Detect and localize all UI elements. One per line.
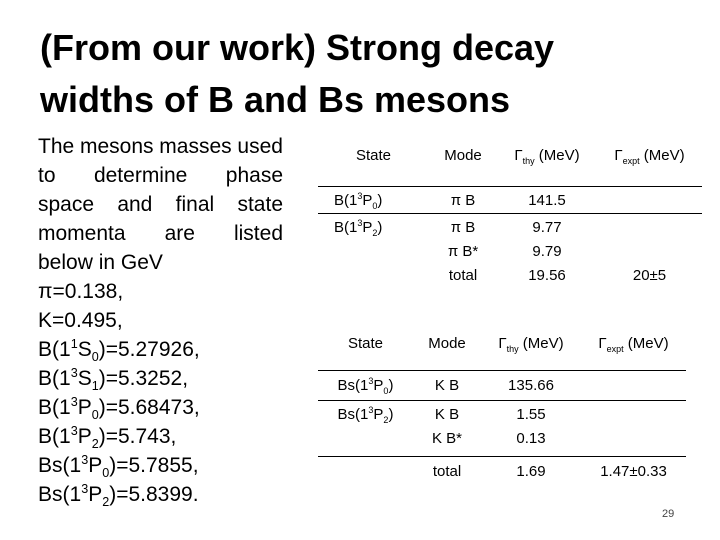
word: to xyxy=(38,164,56,187)
b-meson-decay-table xyxy=(318,140,702,288)
thy-value: 9.77 xyxy=(532,218,562,236)
mass-list-text xyxy=(38,132,283,509)
mode-value: total xyxy=(448,266,478,284)
word: used xyxy=(237,135,283,158)
mode-cell: K B xyxy=(434,376,460,394)
word: listed xyxy=(233,222,283,245)
header-state: State xyxy=(355,147,392,164)
expt-value: 20±5 xyxy=(632,266,667,284)
mode-cell xyxy=(429,213,497,288)
expt-cell xyxy=(597,213,702,288)
word: and xyxy=(117,193,153,216)
word: mesons xyxy=(79,135,154,158)
header-state: State xyxy=(347,335,384,352)
word: masses xyxy=(159,135,232,158)
mass-line-b-3p2: $B(1^3P_2)=5.743$, xyxy=(38,424,177,452)
table-row-total xyxy=(318,456,686,486)
mass-line-b-3s1: $B(1^3S_1)=5.3252$, xyxy=(38,366,189,394)
intro-line-4 xyxy=(38,219,283,248)
state-cell xyxy=(318,456,413,486)
header-gamma-thy: $\Gamma_{thy}$ (MeV) xyxy=(514,147,580,166)
table-header-row xyxy=(318,140,702,186)
state-cell: $Bs(1^3P_2)$ xyxy=(337,404,394,425)
thy-cell: 141.5 xyxy=(528,191,566,209)
state-cell: $B(1^3P_2)$ xyxy=(334,217,383,238)
slide-title xyxy=(40,22,700,126)
word: are xyxy=(164,222,195,245)
thy-value: 0.13 xyxy=(516,429,546,447)
header-mode: Mode xyxy=(428,335,466,352)
intro-line-1 xyxy=(38,132,283,161)
header-mode: Mode xyxy=(444,147,482,164)
thy-value: 9.79 xyxy=(532,242,562,260)
header-gamma-expt: $\Gamma_{expt}$ (MeV) xyxy=(598,335,669,354)
table-row xyxy=(318,213,702,288)
expt-cell: 1.47±0.33 xyxy=(600,462,667,480)
expt-cell xyxy=(597,186,702,213)
mass-line-b-3p0: $B(1^3P_0)=5.68473$, xyxy=(38,395,200,423)
mass-line-bs-3p0: $Bs(1^3P_0)=5.7855$, xyxy=(38,453,199,481)
word: space xyxy=(38,193,95,216)
word: momenta xyxy=(38,222,126,245)
thy-cell: 1.69 xyxy=(516,462,546,480)
header-gamma-expt: $\Gamma_{expt}$ (MeV) xyxy=(614,147,685,166)
table-header-row xyxy=(318,330,686,370)
title-line-1: (From our work) Strong decay xyxy=(40,27,555,68)
state-cell: $Bs(1^3P_0)$ xyxy=(337,375,394,396)
title-line-2: widths of B and Bs mesons xyxy=(40,79,511,120)
expt-cell xyxy=(581,370,686,400)
word: final xyxy=(175,193,215,216)
thy-cell: 135.66 xyxy=(508,376,554,394)
expt-cell xyxy=(581,400,686,456)
intro-line-3 xyxy=(38,190,283,219)
mode-cell xyxy=(413,400,481,456)
thy-cell xyxy=(497,213,597,288)
mass-line-pi: π=0.138, xyxy=(38,280,124,303)
table-row xyxy=(318,370,686,400)
mode-value: K B xyxy=(434,405,460,423)
table-row xyxy=(318,400,686,456)
mode-cell: total xyxy=(432,462,462,480)
word: determine xyxy=(93,164,188,187)
intro-line-5: below in GeV xyxy=(38,251,163,274)
table-row xyxy=(318,186,702,213)
mass-line-k: K=0.495, xyxy=(38,309,123,332)
state-cell: $B(1^3P_0)$ xyxy=(334,190,383,211)
thy-value: 1.55 xyxy=(516,405,546,423)
bs-meson-decay-table xyxy=(318,330,686,486)
header-gamma-thy: $\Gamma_{thy}$ (MeV) xyxy=(498,335,564,354)
mass-line-b-1s0: $B(1^1S_0)=5.27926$, xyxy=(38,337,200,365)
word: phase xyxy=(225,164,283,187)
mode-value: K B* xyxy=(431,429,462,447)
thy-value: 19.56 xyxy=(528,266,566,284)
thy-cell xyxy=(481,400,581,456)
mode-value: π B* xyxy=(447,242,479,260)
page-number: 29 xyxy=(662,508,675,520)
mass-line-bs-3p2: $Bs(1^3P_2)=5.8399$. xyxy=(38,482,199,510)
word: state xyxy=(237,193,283,216)
mode-value: π B xyxy=(450,218,476,236)
mode-cell: π B xyxy=(450,191,476,209)
word: The xyxy=(38,135,75,158)
intro-line-2 xyxy=(38,161,283,190)
